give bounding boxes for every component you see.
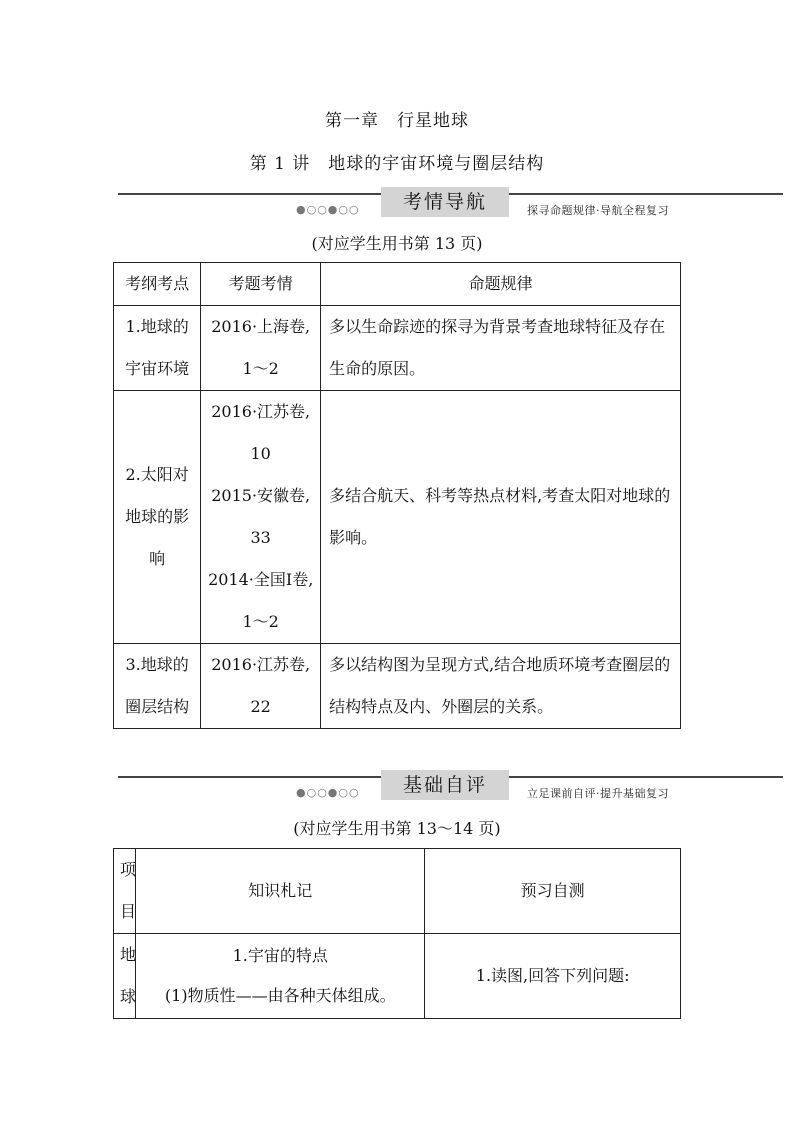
exam-cell: 2016·上海卷,1～2 [201, 306, 321, 391]
lecture-title: 第 1 讲 地球的宇宙环境与圈层结构 [249, 154, 545, 174]
point-cell: 3.地球的圈层结构 [114, 644, 201, 729]
header-cell: 项目 [114, 849, 136, 934]
header-cell: 知识札记 [136, 849, 425, 934]
page-reference: (对应学生用书第 13～14 页) [293, 819, 501, 838]
chapter-title: 第一章 行星地球 [325, 111, 469, 131]
basic-review-table [113, 848, 681, 1019]
table-header-row [114, 263, 681, 306]
point-cell: 2.太阳对地球的影响 [114, 391, 201, 644]
section-banner-exam-guide [118, 187, 783, 223]
banner-dots: ●○○●○○ [296, 786, 360, 799]
header-cell: 考题考情 [201, 263, 321, 306]
table-row [114, 644, 681, 729]
banner-subtitle: 立足课前自评·提升基础复习 [527, 787, 669, 800]
point-cell: 1.地球的宇宙环境 [114, 306, 201, 391]
header-cell: 命题规律 [321, 263, 681, 306]
section-banner-basic-review [118, 770, 783, 806]
banner-dots: ●○○●○○ [296, 203, 360, 216]
rule-cell: 多以生命踪迹的探寻为背景考查地球特征及存在生命的原因。 [321, 306, 681, 391]
rule-cell: 多结合航天、科考等热点材料,考查太阳对地球的影响。 [321, 391, 681, 644]
test-cell: 1.读图,回答下列问题: [425, 934, 681, 1019]
exam-cell [201, 391, 321, 644]
exam-entry: 2014·全国Ⅰ卷,1～2 [208, 570, 314, 631]
banner-label: 基础自评 [381, 770, 509, 800]
exam-guide-table [113, 262, 681, 729]
header-cell: 预习自测 [425, 849, 681, 934]
header-cell: 考纲考点 [114, 263, 201, 306]
exam-entry: 2016·江苏卷,10 [211, 402, 311, 463]
knowledge-line: (1)物质性——由各种天体组成。 [164, 986, 396, 1005]
rule-cell: 多以结构图为呈现方式,结合地质环境考查圈层的结构特点及内、外圈层的关系。 [321, 644, 681, 729]
table-row [114, 934, 681, 1019]
banner-subtitle: 探寻命题规律·导航全程复习 [527, 204, 669, 217]
knowledge-title: 1.宇宙的特点 [232, 946, 328, 965]
table-header-row [114, 849, 681, 934]
banner-label: 考情导航 [381, 187, 509, 217]
exam-entry: 2015·安徽卷,33 [211, 486, 311, 547]
item-cell: 地球 [114, 934, 136, 1019]
exam-cell: 2016·江苏卷,22 [201, 644, 321, 729]
page-reference: (对应学生用书第 13 页) [311, 234, 483, 253]
table-row [114, 391, 681, 644]
table-row [114, 306, 681, 391]
knowledge-cell [136, 934, 425, 1019]
